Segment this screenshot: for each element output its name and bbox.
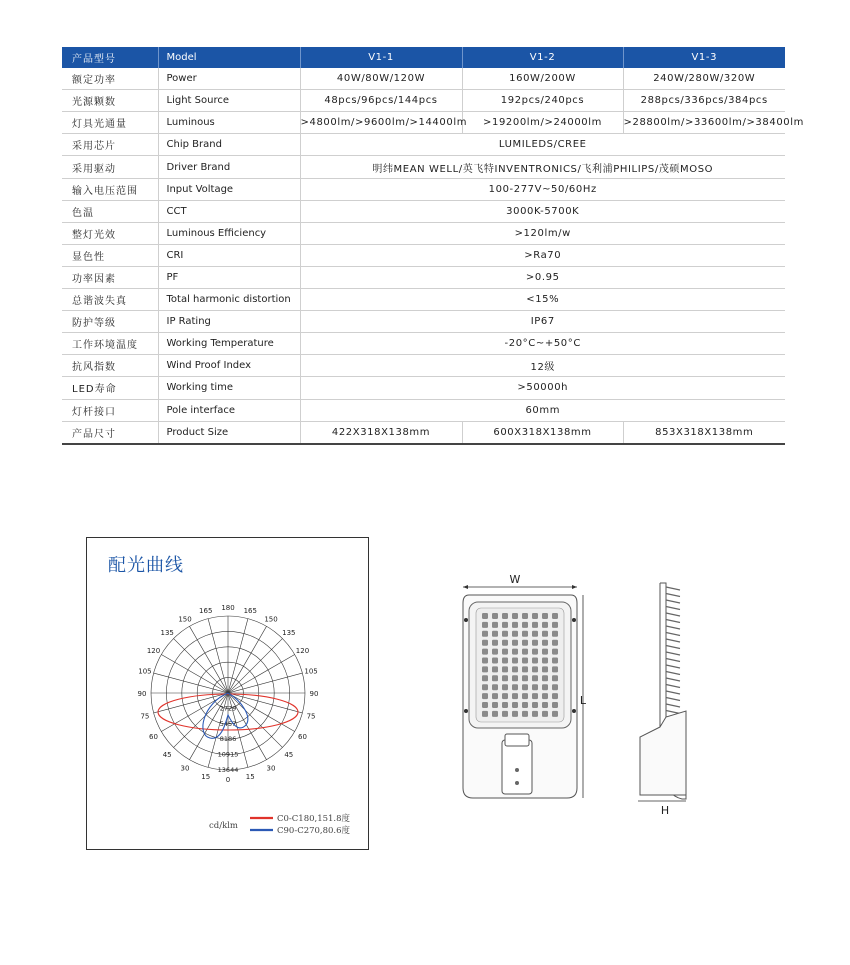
pole-mount: [502, 740, 532, 794]
led-chip: [552, 666, 558, 672]
led-chip: [552, 613, 558, 619]
led-chip: [532, 693, 538, 699]
angle-tick-label: 105: [138, 667, 152, 676]
led-chip: [502, 658, 508, 664]
light-distribution-panel: [86, 537, 369, 850]
led-chip: [532, 658, 538, 664]
row-label-en: Total harmonic distortion: [158, 289, 300, 311]
led-chip: [532, 711, 538, 717]
row-label-en: IP Rating: [158, 311, 300, 333]
led-chip: [552, 622, 558, 628]
led-chip: [502, 631, 508, 637]
led-chip: [552, 640, 558, 646]
heat-sink-fin: [666, 698, 680, 701]
led-chip: [552, 702, 558, 708]
led-chip: [512, 622, 518, 628]
table-row: [62, 156, 785, 178]
angle-tick-label: 135: [160, 629, 174, 638]
header-v1-2: V1-2: [462, 47, 623, 68]
row-label-en: CCT: [158, 200, 300, 222]
led-chip: [492, 693, 498, 699]
row-value-all: 明纬MEAN WELL/英飞特INVENTRONICS/飞利浦PHILIPS/茂硕MOSO: [300, 156, 785, 178]
heat-sink-fin: [666, 607, 680, 610]
led-chip: [552, 684, 558, 690]
table-row: [62, 421, 785, 444]
side-view-drawing: [630, 577, 700, 822]
led-chip: [542, 622, 548, 628]
angle-tick-label: 120: [146, 647, 161, 655]
angle-tick-label: 30: [180, 764, 190, 773]
header-model-zh: 产品型号: [62, 47, 158, 68]
led-chip: [512, 693, 518, 699]
row-label-zh: 总谐波失真: [62, 289, 158, 311]
led-chip: [482, 640, 488, 646]
angle-tick-label: 15: [245, 773, 255, 782]
row-label-en: Input Voltage: [158, 178, 300, 200]
row-value-v1-3: 240W/280W/320W: [623, 68, 785, 90]
led-chip: [532, 649, 538, 655]
led-chip: [522, 684, 528, 690]
led-chip: [552, 693, 558, 699]
led-chip: [502, 684, 508, 690]
table-row: [62, 200, 785, 222]
led-module: [476, 608, 564, 722]
row-label-zh: 显色性: [62, 244, 158, 266]
row-label-en: PF: [158, 266, 300, 288]
angle-tick-label: 90: [137, 690, 147, 698]
angle-tick-label: 60: [298, 733, 307, 741]
header-model-en: Model: [158, 47, 300, 68]
row-label-en: Luminous: [158, 112, 300, 134]
angle-tick-label: 165: [199, 606, 213, 615]
angle-tick-label: 30: [266, 764, 276, 773]
heat-sink-fin: [666, 613, 680, 616]
height-label: H: [660, 804, 670, 817]
heat-sink-fin: [666, 691, 680, 694]
led-chip: [482, 649, 488, 655]
radial-tick-label: 13644: [217, 766, 239, 774]
row-label-en: CRI: [158, 244, 300, 266]
heat-sink-fin: [666, 678, 680, 681]
heat-sink-fin: [666, 587, 680, 590]
unit-label: cd/klm: [209, 821, 238, 831]
row-value-all: 3000K-5700K: [300, 200, 785, 222]
led-chip: [532, 622, 538, 628]
angle-tick-label: 150: [178, 615, 192, 624]
row-label-en: Product Size: [158, 421, 300, 444]
led-chip: [522, 649, 528, 655]
heat-sink-fin: [666, 620, 680, 623]
led-chip: [482, 613, 488, 619]
mount-body: [640, 711, 686, 795]
led-chip: [532, 702, 538, 708]
table-row: [62, 289, 785, 311]
table-row: [62, 333, 785, 355]
radial-tick-label: 8186: [219, 735, 237, 744]
led-chip: [492, 640, 498, 646]
heat-sink-fin: [666, 672, 680, 675]
row-value-all: <15%: [300, 289, 785, 311]
led-chip: [492, 631, 498, 637]
led-chip: [492, 649, 498, 655]
radial-tick-label: 5457: [219, 719, 237, 728]
table-row: [62, 68, 785, 90]
angle-tick-label: 0: [225, 776, 231, 784]
led-chip: [512, 702, 518, 708]
led-chip: [482, 658, 488, 664]
led-chip: [552, 631, 558, 637]
row-label-zh: 输入电压范围: [62, 178, 158, 200]
led-chip: [522, 640, 528, 646]
led-chip: [542, 613, 548, 619]
row-value-v1-1: 40W/80W/120W: [300, 68, 462, 90]
led-chip: [532, 684, 538, 690]
led-chip: [492, 702, 498, 708]
led-chip: [552, 711, 558, 717]
led-chip: [492, 613, 498, 619]
led-chip: [492, 622, 498, 628]
led-chip: [502, 613, 508, 619]
heat-sink-fin: [666, 704, 680, 707]
table-row: [62, 178, 785, 200]
row-value-v1-1: 48pcs/96pcs/144pcs: [300, 90, 462, 112]
led-chip: [482, 675, 488, 681]
row-value-v1-2: 192pcs/240pcs: [462, 90, 623, 112]
row-label-en: Working Temperature: [158, 333, 300, 355]
table-row: [62, 266, 785, 288]
heat-sink-fin: [666, 600, 680, 603]
table-row: [62, 134, 785, 156]
table-row: [62, 222, 785, 244]
led-chip: [532, 640, 538, 646]
led-chip: [482, 693, 488, 699]
led-chip: [492, 666, 498, 672]
heat-sink-fin: [666, 685, 680, 688]
led-chip: [512, 675, 518, 681]
row-label-zh: 额定功率: [62, 68, 158, 90]
row-label-zh: 采用驱动: [62, 156, 158, 178]
row-value-all: >50000h: [300, 377, 785, 399]
led-chip: [502, 649, 508, 655]
arrow-left-icon: [463, 585, 468, 589]
header-v1-1: V1-1: [300, 47, 462, 68]
arrow-right-icon: [572, 585, 577, 589]
row-value-all: 60mm: [300, 399, 785, 421]
row-label-en: Luminous Efficiency: [158, 222, 300, 244]
row-value-all: >0.95: [300, 266, 785, 288]
row-label-en: Wind Proof Index: [158, 355, 300, 377]
angle-tick-label: 75: [306, 712, 316, 721]
row-label-zh: 整灯光效: [62, 222, 158, 244]
row-value-v1-3: 288pcs/336pcs/384pcs: [623, 90, 785, 112]
led-chip: [542, 702, 548, 708]
led-chip: [522, 702, 528, 708]
led-chip: [522, 613, 528, 619]
led-chip: [542, 666, 548, 672]
led-chip: [522, 622, 528, 628]
heat-sink-fin: [666, 646, 680, 649]
table-row: [62, 112, 785, 134]
led-chip: [482, 622, 488, 628]
angle-tick-label: 90: [309, 690, 319, 698]
led-chip: [522, 666, 528, 672]
row-value-v1-2: >19200lm/>24000lm: [462, 112, 623, 134]
polar-diagram: [87, 538, 370, 851]
angle-tick-label: 120: [295, 647, 310, 655]
led-chip: [502, 675, 508, 681]
row-value-v1-3: >28800lm/>33600lm/>38400lm: [623, 112, 785, 134]
led-chip: [532, 666, 538, 672]
row-value-all: LUMILEDS/CREE: [300, 134, 785, 156]
led-chip: [512, 613, 518, 619]
table-row: [62, 244, 785, 266]
angle-tick-label: 180: [221, 604, 235, 612]
row-label-en: Chip Brand: [158, 134, 300, 156]
led-chip: [552, 649, 558, 655]
heat-sink-fins: [666, 587, 680, 714]
table-row: [62, 311, 785, 333]
row-label-zh: 防护等级: [62, 311, 158, 333]
row-value-v1-1: 422X318X138mm: [300, 421, 462, 444]
row-label-zh: 抗风指数: [62, 355, 158, 377]
table-row: [62, 90, 785, 112]
led-chip: [512, 711, 518, 717]
led-chip: [542, 684, 548, 690]
led-chip: [502, 702, 508, 708]
angle-tick-label: 105: [304, 667, 318, 676]
row-value-v1-2: 600X318X138mm: [462, 421, 623, 444]
row-label-zh: 产品尺寸: [62, 421, 158, 444]
led-chip: [542, 640, 548, 646]
row-label-zh: 光源颗数: [62, 90, 158, 112]
led-chip: [522, 631, 528, 637]
led-chip: [512, 640, 518, 646]
heat-sink-fin: [666, 626, 680, 629]
heat-sink-fin: [666, 659, 680, 662]
row-value-v1-1: >4800lm/>9600lm/>14400lm: [300, 112, 462, 134]
angle-tick-label: 75: [140, 712, 150, 721]
heat-sink-fin: [666, 633, 680, 636]
led-chip: [512, 649, 518, 655]
heat-sink-fin: [666, 652, 680, 655]
led-chip: [492, 711, 498, 717]
led-chip: [502, 622, 508, 628]
table-header-row: [62, 47, 785, 68]
led-chip: [512, 658, 518, 664]
table-row: [62, 355, 785, 377]
heat-sink-fin: [666, 639, 680, 642]
row-value-all: IP67: [300, 311, 785, 333]
curve-title: 配光曲线: [108, 555, 184, 576]
led-chip: [522, 711, 528, 717]
row-value-all: >Ra70: [300, 244, 785, 266]
row-value-all: >120lm/w: [300, 222, 785, 244]
row-label-en: Driver Brand: [158, 156, 300, 178]
row-label-en: Working time: [158, 377, 300, 399]
angle-tick-label: 165: [243, 606, 257, 615]
led-chip: [542, 658, 548, 664]
led-chip: [522, 693, 528, 699]
led-chip: [482, 684, 488, 690]
led-chip: [512, 684, 518, 690]
angle-tick-label: 150: [264, 615, 278, 624]
width-label: W: [509, 573, 521, 586]
angle-tick-label: 15: [201, 773, 211, 782]
front-view-drawing: [455, 570, 600, 805]
row-label-zh: 工作环境温度: [62, 333, 158, 355]
heat-sink-fin: [666, 665, 680, 668]
row-label-zh: 色温: [62, 200, 158, 222]
led-chip: [502, 693, 508, 699]
angle-tick-label: 45: [162, 750, 172, 759]
row-value-v1-2: 160W/200W: [462, 68, 623, 90]
row-label-zh: LED寿命: [62, 377, 158, 399]
led-chip: [482, 631, 488, 637]
heat-sink-fin: [666, 594, 680, 597]
legend-label: C90-C270,80.6度: [277, 826, 351, 836]
legend-label: C0-C180,151.8度: [277, 814, 351, 824]
table-row: [62, 399, 785, 421]
row-label-zh: 灯杆接口: [62, 399, 158, 421]
led-chip: [552, 658, 558, 664]
radial-tick-label: 10915: [217, 750, 239, 759]
led-chip: [502, 711, 508, 717]
led-chip: [512, 631, 518, 637]
spec-table: [62, 47, 804, 445]
row-value-v1-3: 853X318X138mm: [623, 421, 785, 444]
led-chip: [542, 631, 548, 637]
led-chip: [532, 613, 538, 619]
led-chip: [552, 675, 558, 681]
led-chip: [502, 666, 508, 672]
led-chip: [542, 693, 548, 699]
radial-tick-label: 2729: [219, 704, 237, 713]
led-chip: [482, 666, 488, 672]
led-chip: [532, 675, 538, 681]
led-chip: [492, 658, 498, 664]
row-label-zh: 功率因素: [62, 266, 158, 288]
led-chip: [542, 711, 548, 717]
led-chip: [522, 658, 528, 664]
angle-tick-label: 60: [149, 733, 158, 741]
row-value-all: -20°C~+50°C: [300, 333, 785, 355]
led-chip: [482, 711, 488, 717]
led-chip: [542, 649, 548, 655]
row-value-all: 12级: [300, 355, 785, 377]
led-chip: [532, 631, 538, 637]
led-chip: [542, 675, 548, 681]
led-chip: [512, 666, 518, 672]
angle-tick-label: 45: [284, 750, 294, 759]
led-chip: [522, 675, 528, 681]
row-label-zh: 采用芯片: [62, 134, 158, 156]
angle-tick-label: 135: [282, 629, 296, 638]
row-label-zh: 灯具光通量: [62, 112, 158, 134]
table-row: [62, 377, 785, 399]
row-label-en: Light Source: [158, 90, 300, 112]
led-chip: [492, 684, 498, 690]
row-value-all: 100-277V~50/60Hz: [300, 178, 785, 200]
row-label-en: Power: [158, 68, 300, 90]
length-label: L: [579, 694, 587, 707]
led-chip: [492, 675, 498, 681]
header-v1-3: V1-3: [623, 47, 785, 68]
led-chip: [502, 640, 508, 646]
row-label-en: Pole interface: [158, 399, 300, 421]
led-chip: [482, 702, 488, 708]
